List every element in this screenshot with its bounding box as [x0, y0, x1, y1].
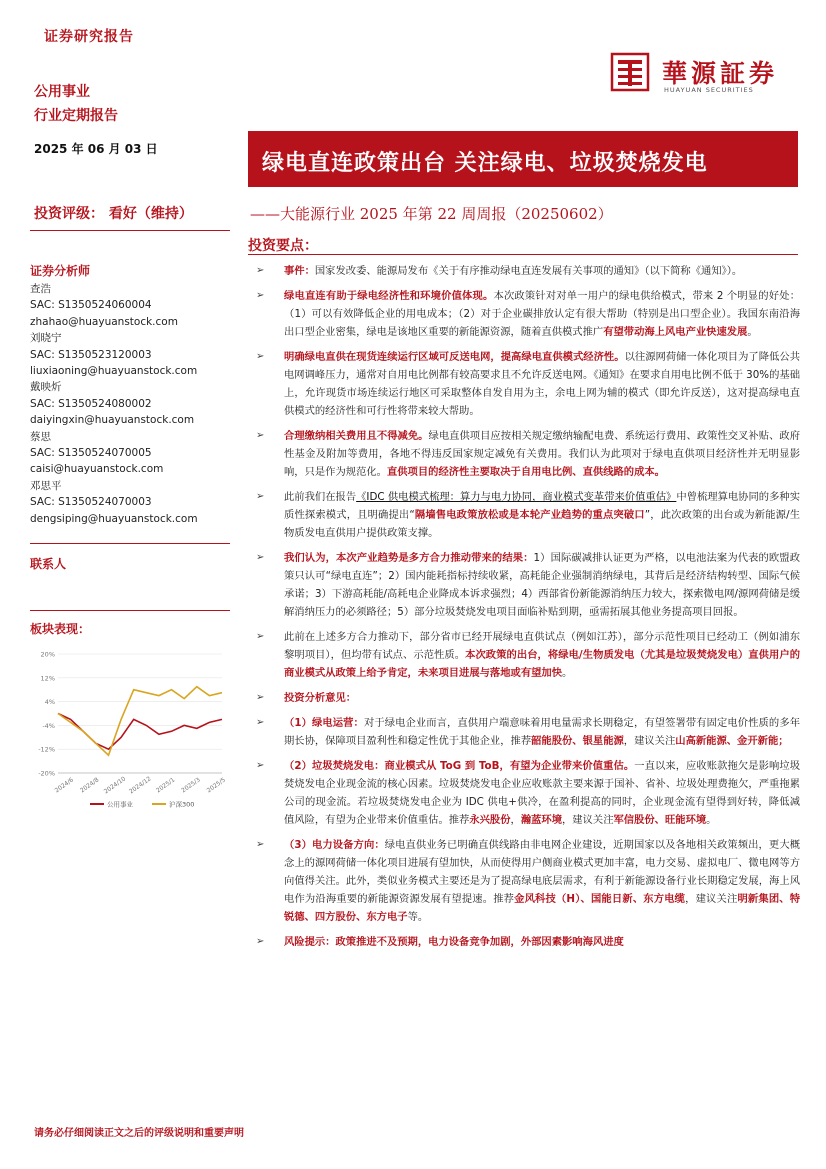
rating: 投资评级： 看好（维持） [34, 206, 193, 222]
top-tag: 证券研究报告 [44, 29, 134, 45]
analyst-sac: SAC: S1350524070005 [30, 447, 152, 460]
key-point [254, 287, 800, 341]
performance-chart [30, 648, 230, 813]
body-text: 本次政策针对对单一用户的绿电供给模式，带来 2 个明显的好处：（1）可以有效降低企业的用电成本；（2）对于企业碳排放认定有很大帮助（特别是出口型企业）。我国东南沿海出口型企业密集，绿电是该地区重要的新能源资源，随着直供模式推广 [284, 290, 800, 338]
disclaimer-footer: 请务必仔细阅读正文之后的评级说明和重要声明 [34, 1128, 244, 1139]
highlight-text: （1）绿电运营： [284, 717, 364, 729]
body-text: 绿电直供项目应按相关规定缴纳输配电费、系统运行费用、政策性交叉补贴、政府性基金及附加等费用，各地不得违反国家规定减免有关费用。我们认为此项对于绿电直供项目经济性并无明显影响，只是作为规范化。 [284, 430, 801, 478]
body-text: 。 [706, 814, 717, 826]
analyst-sac: SAC: S1350524060004 [30, 299, 152, 312]
y-tick-label: -4% [42, 721, 55, 730]
divider [30, 230, 230, 231]
body-text: ，建议关注 [685, 893, 738, 905]
arrow-bullet-icon: ➢ [256, 290, 265, 301]
highlight-text: 永兴股份 [469, 814, 511, 826]
body-text: ， [510, 814, 521, 826]
analyst-sac: SAC: S1350524070003 [30, 496, 152, 509]
body-text: 绿电直供业务已明确直供线路由非电网企业建设，近期国家以及各地相关政策频出，更大概念上的源网荷储一体化项目进展有望加快，从而使得用户侧商业模式更加丰富，电力交易、虚拟电厂、微电网等方向值得关注。此外，类似业务模式主要还是为了提高绿电底层需求，有利于新能源设备行业长期稳定发展，海上风电作为沿海重要的新能源资源发展有望提速。推荐 [284, 839, 800, 905]
highlight-text: 风险提示：政策推进不及预期，电力设备竞争加剧，外部因素影响海风进度 [284, 936, 624, 948]
analyst-email[interactable]: liuxiaoning@huayuanstock.com [30, 365, 198, 378]
analyst-name: 邓思平 [30, 479, 62, 492]
highlight-text: 绿电直连有助于绿电经济性和环境价值体现。 [284, 290, 494, 302]
key-point [254, 628, 800, 682]
analyst-name: 蔡思 [30, 430, 51, 443]
x-tick-label: 2024/8 [78, 776, 101, 795]
body-text: 此前在上述多方合力推动下，部分省市已经开展绿电直供试点（例如江苏），部分示范性项目已经动工（例如浦东黎明项目），但均带有试点、示范性质。 [284, 631, 800, 661]
y-tick-label: 12% [40, 674, 55, 683]
report-date: 2025 年 06 月 03 日 [34, 142, 158, 156]
y-tick-label: 4% [44, 698, 55, 707]
highlight-text: 事件： [284, 265, 315, 277]
logo-name-en: HUAYUAN SECURITIES [664, 86, 754, 94]
analyst-sac: SAC: S1350524080002 [30, 397, 152, 410]
highlight-text: 明新集团、特锐德、四方股份、东方电子 [284, 893, 801, 923]
arrow-bullet-icon: ➢ [256, 265, 265, 276]
analyst-name: 查浩 [30, 283, 51, 295]
highlight-text: 韶能股份、银星能源 [531, 735, 624, 747]
logo-name-cn: 華源証券 [662, 59, 779, 88]
key-point [254, 427, 800, 481]
report-subtitle: ——大能源行业 2025 年第 22 周周报（20250602） [250, 205, 613, 223]
highlight-text: 有望带动海上风电产业快速发展 [603, 326, 748, 338]
analyst-email[interactable]: caisi@huayuanstock.com [30, 463, 164, 476]
x-tick-label: 2024/12 [128, 775, 153, 796]
body-text: 对于绿电企业而言，直供用户端意味着用电量需求长期稳定，有望签署带有固定电价性质的多年期长协，保障项目盈利性和稳定性优于其他企业，推荐 [284, 717, 801, 747]
x-tick-label: 2025/5 [205, 776, 227, 795]
arrow-bullet-icon: ➢ [256, 351, 265, 362]
analyst-email[interactable]: dengsiping@huayuanstock.com [30, 512, 198, 525]
highlight-text: 山高新能源、金开新能； [675, 735, 789, 747]
analyst-sac: SAC: S1350523120003 [30, 348, 152, 361]
highlight-text: 本次政策的出台，将绿电/生物质发电（尤其是垃圾焚烧发电）直供用户的商业模式从政策上给予肯定，未来项目进展与落地或有望加快 [284, 649, 800, 679]
body-text: 一直以来，应收账款拖欠是影响垃圾焚烧发电企业现金流的核心因素。垃圾焚烧发电企业应收账款主要来源于国补、省补、垃圾处理费拖欠，严重拖累公司的现金流。若垃圾焚烧发电企业为 IDC 供电+供冷，在盈利提高的同时，企业现金流有望得到好转，降低减值风险，有望为企业带来价值重估。推荐 [284, 760, 800, 826]
contact-heading: 联系人 [30, 557, 67, 571]
sector-block [34, 80, 118, 128]
title-banner [248, 131, 798, 187]
key-point [254, 714, 800, 750]
body-text: 中曾梳理算电协同的多种实质性探索模式，且明确提出“ [284, 491, 800, 521]
key-points-heading: 投资要点： [248, 238, 318, 254]
body-text: 以往源网荷储一体化项目为了降低公共电网调峰压力，通常对自用电比例都有较高要求且不允许反送电网。《通知》在要求自用电比例不低于 30%的基础上，允许现货市场连续运行地区可采取整体自发自用为主，余电上网为辅的模式（即允许反送），这对提高绿电直供模式的经济性和可行性将带来较大帮助。 [284, 351, 801, 417]
divider [248, 254, 798, 255]
key-point [254, 348, 800, 420]
x-tick-label: 2024/10 [102, 775, 128, 796]
arrow-bullet-icon: ➢ [256, 936, 265, 947]
logo [610, 50, 800, 100]
key-point [254, 689, 800, 707]
analyst-email[interactable]: zhahao@huayuanstock.com [30, 315, 178, 328]
arrow-bullet-icon: ➢ [256, 631, 265, 642]
body-text: 此前我们在报告 [284, 491, 357, 503]
highlight-text: 军信股份、旺能环境 [613, 814, 707, 826]
legend-label: 沪深300 [169, 800, 195, 809]
highlight-text: 金风科技（H）、国能日新、东方电缆 [514, 893, 686, 905]
x-tick-label: 2025/3 [180, 776, 202, 795]
key-points-body [254, 262, 800, 958]
sector-name: 公用事业 [34, 84, 90, 100]
highlight-text: 投资分析意见： [284, 692, 357, 704]
arrow-bullet-icon: ➢ [256, 430, 265, 441]
highlight-text: 合理缴纳相关费用且不得减免。 [284, 430, 429, 442]
arrow-bullet-icon: ➢ [256, 491, 265, 502]
arrow-bullet-icon: ➢ [256, 839, 265, 850]
logo-mark-icon [610, 52, 650, 92]
divider [30, 610, 230, 611]
report-type: 行业定期报告 [34, 108, 118, 124]
arrow-bullet-icon: ➢ [256, 717, 265, 728]
report-link[interactable]: 《IDC 供电模式梳理：算力与电力协同，商业模式变革带来价值重估》 [356, 491, 677, 503]
key-point [254, 757, 800, 829]
body-text: ，建议关注 [562, 814, 614, 826]
key-point [254, 549, 800, 621]
key-point [254, 933, 800, 951]
highlight-text: 隔墙售电政策放松或是本轮产业趋势的重点突破口 [414, 509, 645, 521]
report-title: 绿电直连政策出台 关注绿电、垃圾焚烧发电 [262, 150, 708, 176]
arrow-bullet-icon: ➢ [256, 552, 265, 563]
highlight-text: 明确绿电直供在现货连续运行区域可反送电网，提高绿电直供模式经济性。 [284, 351, 625, 363]
x-tick-label: 2025/1 [154, 776, 177, 795]
divider [30, 543, 230, 544]
highlight-text: 我们认为，本次产业趋势是多方合力推动带来的结果： [284, 552, 534, 564]
analyst-email[interactable]: daiyingxin@huayuanstock.com [30, 414, 195, 427]
body-text: ”，此次政策的出台或为新能源/生物质发电直供用户提供政策支撑。 [284, 509, 801, 539]
highlight-text: （3）电力设备方向： [284, 839, 385, 851]
key-point [254, 488, 800, 542]
legend-label: 公用事业 [107, 800, 133, 809]
perf-heading: 板块表现： [30, 622, 91, 636]
highlight-text: （2）垃圾焚烧发电：商业模式从 ToG 到 ToB，有望为企业带来价值重估。 [284, 760, 635, 772]
arrow-bullet-icon: ➢ [256, 760, 265, 771]
y-tick-label: 20% [40, 650, 55, 659]
analyst-list [30, 281, 235, 527]
body-text: 等。 [407, 911, 429, 923]
body-text: 。 [747, 326, 758, 338]
x-tick-label: 2024/6 [53, 776, 75, 795]
y-tick-label: -20% [38, 769, 55, 778]
arrow-bullet-icon: ➢ [256, 692, 265, 703]
analyst-name: 戴映炘 [30, 381, 62, 394]
analysts-heading: 证券分析师 [30, 264, 91, 278]
body-text: 国家发改委、能源局发布《关于有序推动绿电直连发展有关事项的通知》（以下简称《通知》）。 [314, 265, 743, 277]
highlight-text: 直供项目的经济性主要取决于自用电比例、直供线路的成本。 [386, 466, 665, 478]
body-text: ，建议关注 [623, 735, 676, 747]
series-line-1 [58, 687, 222, 756]
body-text: 。 [562, 667, 573, 679]
y-tick-label: -12% [38, 745, 55, 754]
analyst-name: 刘晓宁 [30, 332, 62, 345]
key-point [254, 836, 800, 926]
key-point [254, 262, 800, 280]
highlight-text: 瀚蓝环境 [520, 814, 563, 826]
body-text: 1）国际碳减排认证更为严格，以电池法案为代表的欧盟政策只认可“绿电直连”；2）国内能耗指标持续收紧，高耗能企业强制消纳绿电，其背后是经济结构转型、国际气候承诺；3）下游高耗能/高耗电企业降成本诉求强烈；4）西部省份新能源消纳压力较大，探索微电网/源网荷储是缓解消纳压力的必须路径；5）部分垃圾焚烧发电项目面临补贴到期，亟需拓展其他业务提高项目回报。 [284, 552, 800, 618]
